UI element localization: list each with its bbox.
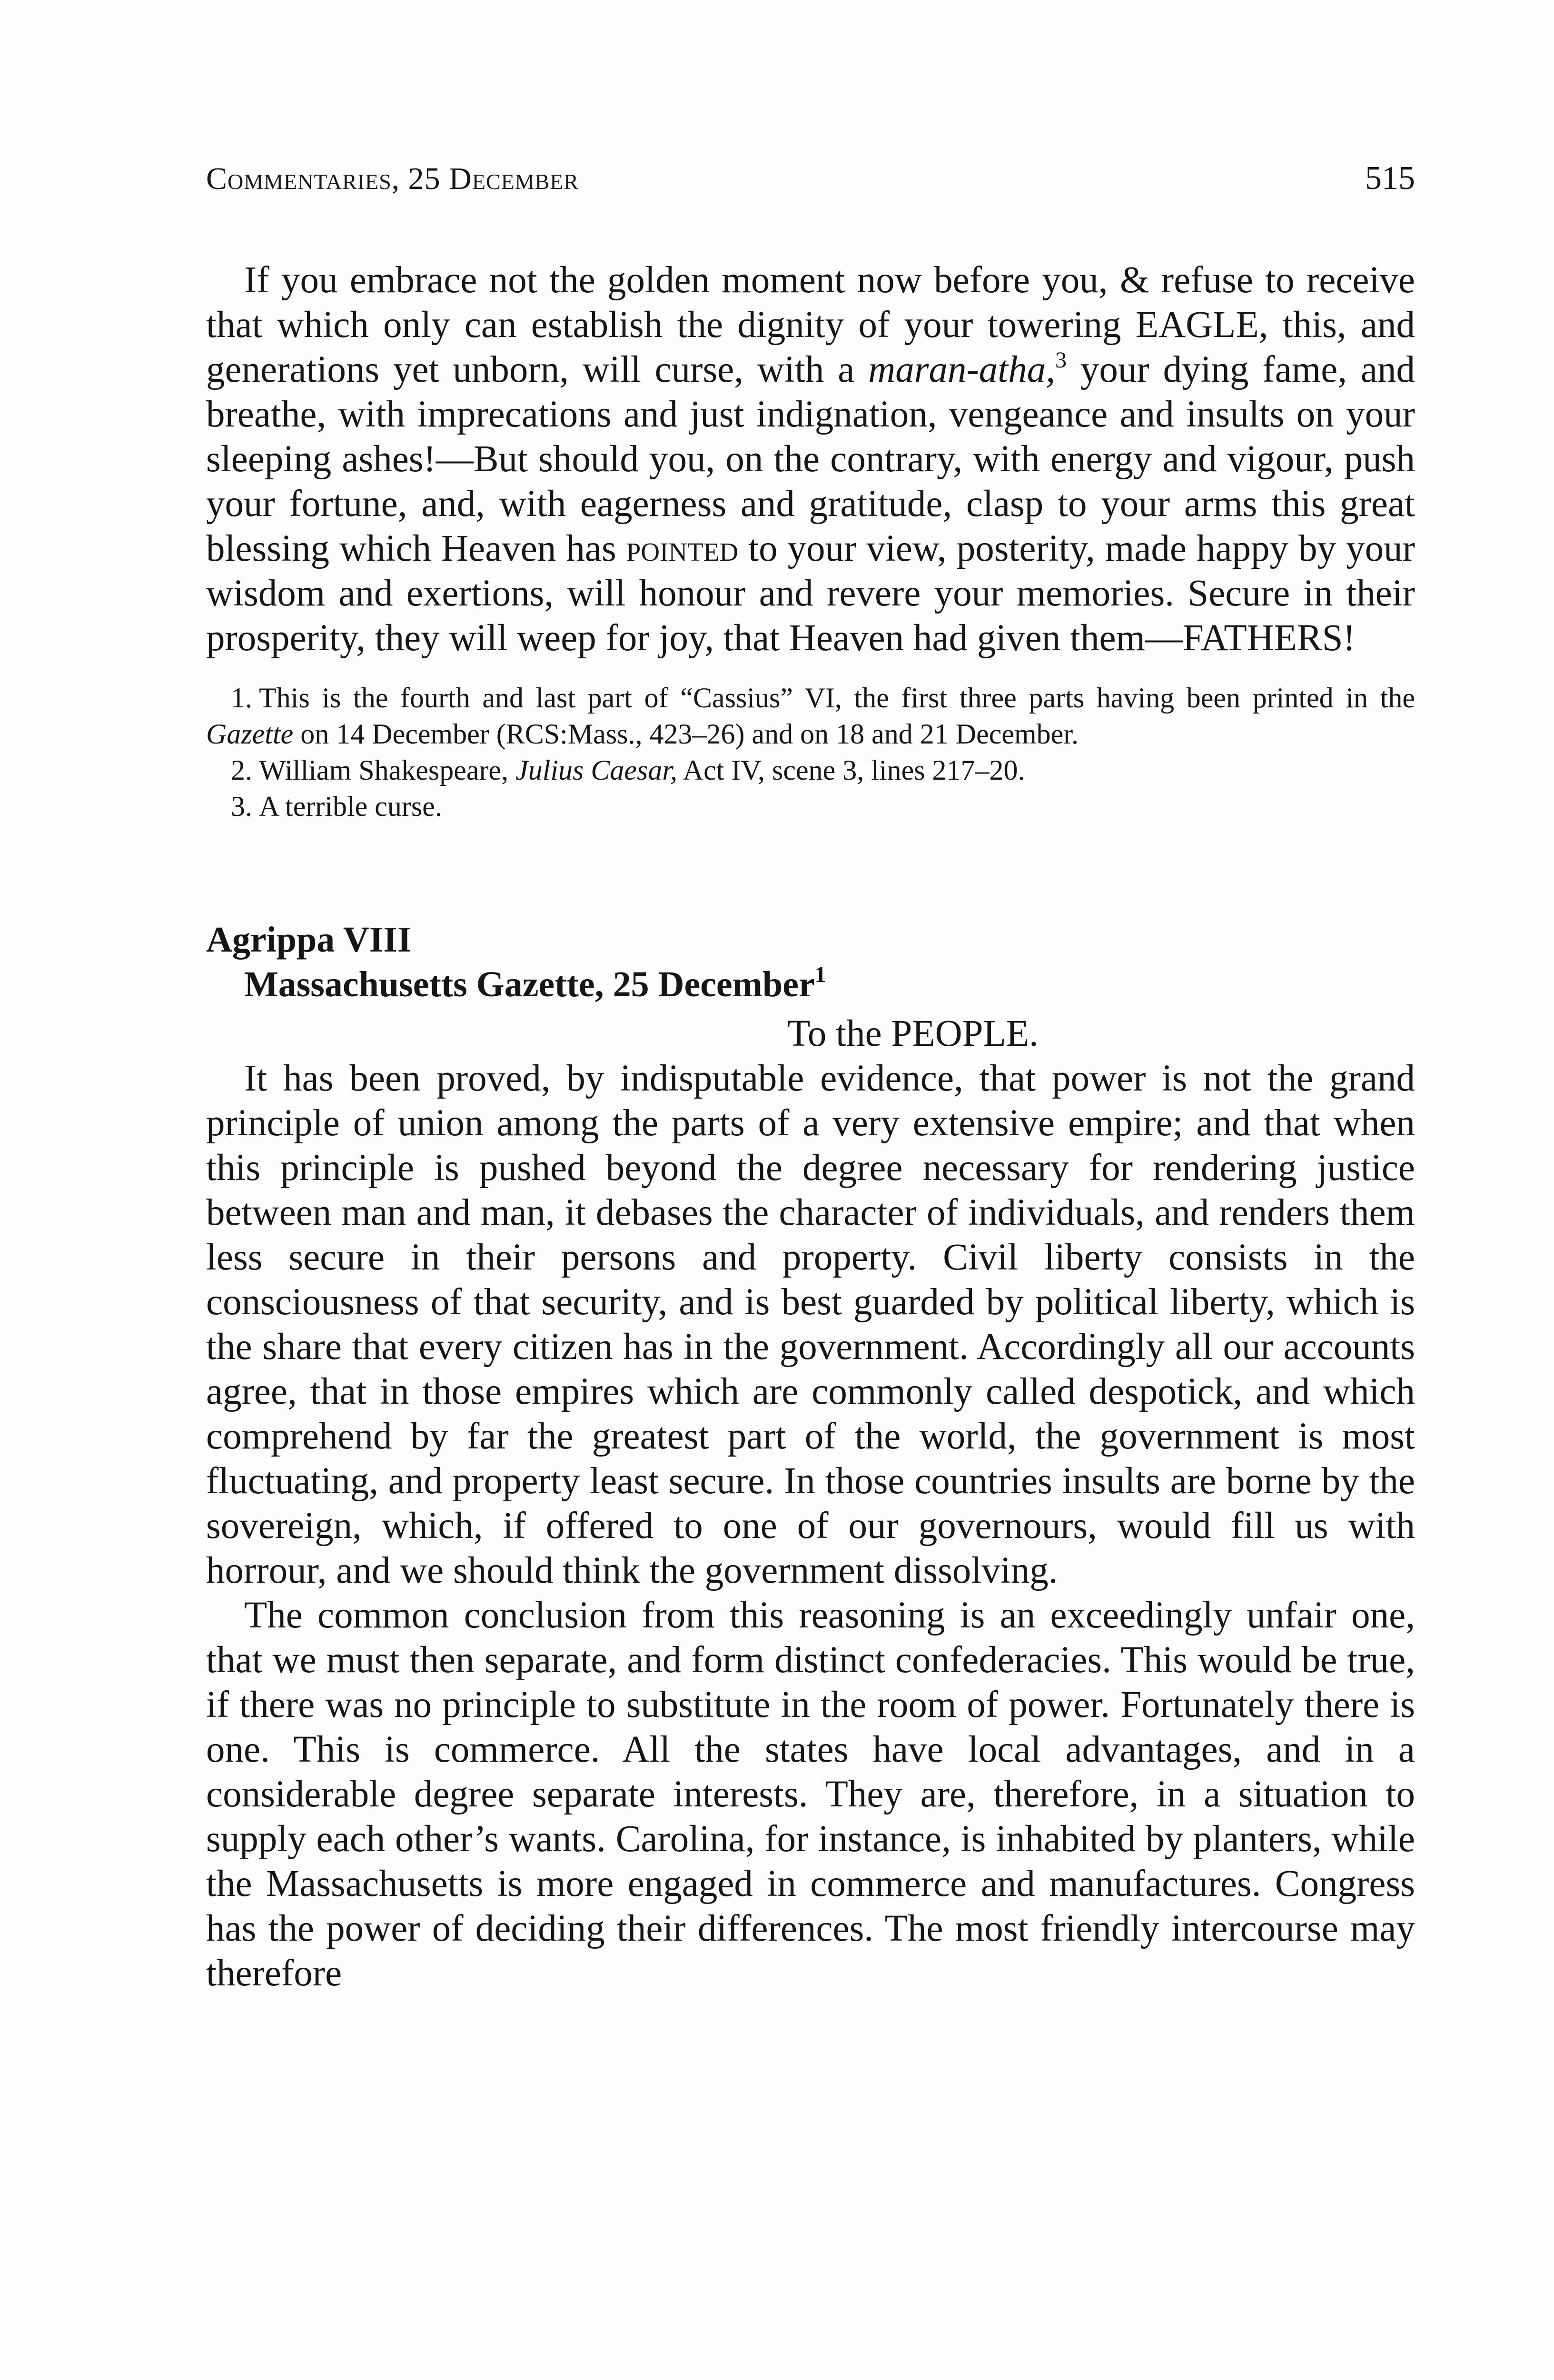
cassius-paragraph — [206, 258, 1415, 661]
page-content — [206, 162, 1415, 1996]
footnotes — [206, 680, 1415, 824]
page-number: 515 — [1365, 160, 1415, 197]
footnote-2-number: 2. — [231, 754, 252, 786]
cassius-text-after-emphasis: to your view, posterity, made happy by your wisdom and exertions, will honour and revere your memories. Secure in their prosperity, they will weep for joy, that Heaven had given them—FATHERS! — [206, 528, 1415, 659]
cassius-term: maran-atha, — [868, 349, 1056, 390]
article-paragraph-1: It has been proved, by indisputable evidence, that power is not the grand principle of union among the parts of a very extensive empire; and that when this principle is pushed beyond the degree necessary for rendering justice between man and man, it debases the character of individuals, and renders them less secure in their persons and property. Civil liberty consists in the consciousness of that security, and is best guarded by political liberty, which is the share that every citizen has in the government. Accordingly all our accounts agree, that in those empires which are commonly called despotick, and which comprehend by far the greatest part of the world, the government is most fluctuating, and property least secure. In those countries insults are borne by the sovereign, which, if offered to one of our governours, would fill us with horrour, and we should think the government dissolving. — [206, 1058, 1415, 1591]
cassius-text-after-term: your dying fame, and breathe, with imprecations and just indignation, vengeance and insults on your sleeping ashes!—But should you, on the contrary, with energy and vigour, push your fortune, and, with eagerness and gratitude, clasp to your arms this great blessing which Heaven has — [206, 349, 1415, 569]
footnote-1-text-after: on 14 December (RCS:Mass., 423–26) and on 18 and 21 December. — [293, 718, 1079, 750]
article-body — [206, 1056, 1415, 1996]
article-source-text: Massachusetts Gazette, 25 December — [244, 964, 815, 1004]
footnote-2-italic: Julius Caesar, — [515, 754, 678, 786]
footnote-3-text: A terrible curse. — [259, 791, 442, 822]
cassius-conclusion — [206, 258, 1415, 661]
footnote-1-number: 1. — [231, 682, 252, 714]
article-source-footnote-ref: 1 — [814, 962, 826, 987]
article-paragraph-2: The common conclusion from this reasoning is an exceedingly unfair one, that we must then separate, and form distinct confederacies. This would be true, if there was no principle to substitute in the room of power. Fortunately there is one. This is commerce. All the states have local advantages, and in a considerable degree separate interests. They are, therefore, in a situation to supply each other’s wants. Carolina, for instance, is inhabited by planters, while the Massachusetts is more engaged in commerce and manufactures. Congress has the power of deciding their differences. The most friendly intercourse may therefore — [206, 1595, 1415, 1994]
footnote-2-text-after: Act IV, scene 3, lines 217–20. — [677, 754, 1025, 786]
footnote-3-number: 3. — [231, 791, 252, 822]
footnote-ref-3: 3 — [1055, 347, 1067, 373]
running-head-title: Commentaries, 25 December — [206, 161, 579, 196]
article-title: Agrippa VIII — [206, 920, 412, 960]
footnote-1-italic: Gazette — [206, 718, 294, 750]
footnote-1-text-before: This is the fourth and last part of “Cassius” VI, the first three parts having been printed in the — [259, 682, 1415, 714]
footnote-3 — [206, 788, 1415, 824]
footnote-1 — [206, 680, 1415, 752]
cassius-text-before-term: If you embrace not the golden moment now before you, & refuse to receive that which only can establish the dignity of your towering EAGLE, this, and generations yet unborn, will curse, with a — [206, 259, 1415, 390]
article-source — [206, 962, 1415, 1007]
article-salutation: To the PEOPLE. — [787, 1013, 1039, 1054]
footnote-2 — [206, 752, 1415, 788]
article-heading — [206, 917, 1415, 1007]
cassius-emphasis: pointed — [626, 528, 739, 569]
footnote-2-text-before: William Shakespeare, — [259, 754, 516, 786]
running-head — [206, 162, 1415, 205]
